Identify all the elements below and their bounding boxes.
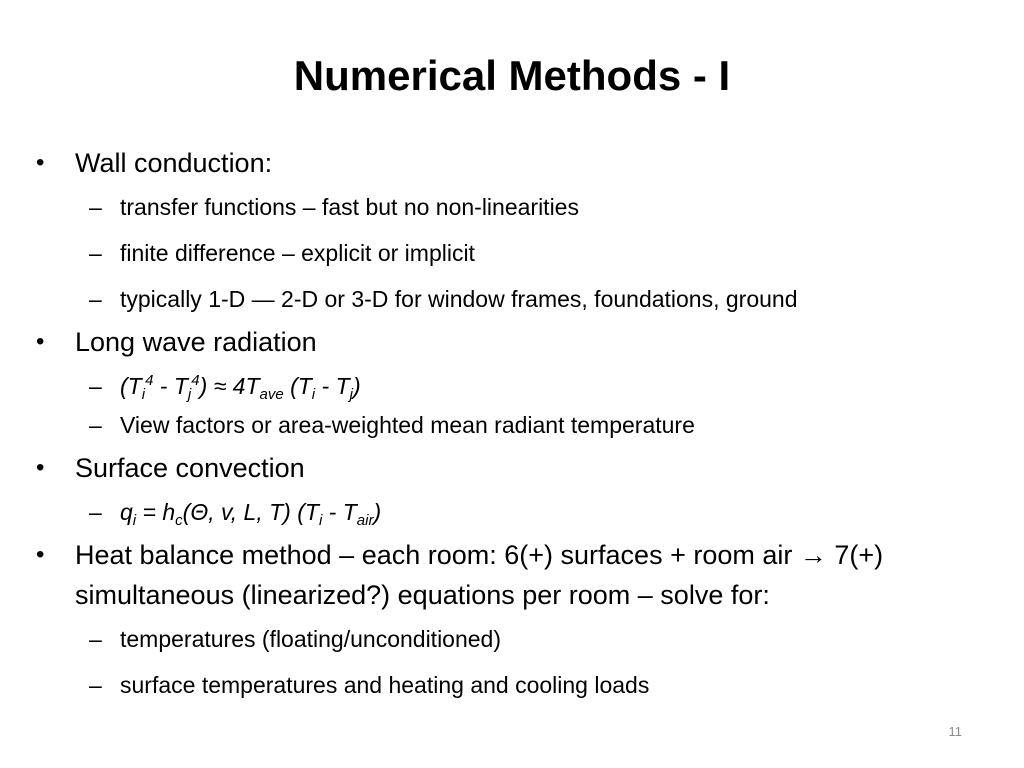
sub-bullet xyxy=(36,237,986,270)
convection-equation xyxy=(36,496,986,529)
eq-part: ) xyxy=(373,499,382,525)
slide-content xyxy=(36,137,986,702)
bullet-wall-conduction xyxy=(36,143,986,183)
sub-bullet-text: surface temperatures and heating and cooling loads xyxy=(120,672,650,698)
eq-subscript: i xyxy=(132,512,137,529)
eq-part: q xyxy=(120,499,133,525)
eq-part: - T xyxy=(322,499,357,525)
dash-icon: – xyxy=(89,194,102,220)
eq-superscript: 4 xyxy=(145,372,154,389)
eq-part: - T xyxy=(315,373,350,399)
dash-icon: – xyxy=(89,626,102,652)
eq-part: ) ≈ 4T xyxy=(199,373,260,399)
bullet-text: Heat balance method – each room: 6(+) surfaces + room air → 7(+) simultaneous (linearized?) equations per room – solve for: xyxy=(75,540,884,610)
sub-bullet-text: temperatures (floating/unconditioned) xyxy=(120,626,502,652)
bullet-heat-balance-method xyxy=(36,535,986,615)
dash-icon: – xyxy=(89,240,102,266)
sub-bullet xyxy=(36,409,986,442)
sub-bullet-text: View factors or area-weighted mean radiant temperature xyxy=(120,412,695,438)
bullet-surface-convection xyxy=(36,448,986,488)
bullet-text: Wall conduction: xyxy=(75,148,273,178)
dash-icon: – xyxy=(89,412,102,438)
bullet-text: Surface convection xyxy=(75,453,305,483)
dash-icon: – xyxy=(89,499,102,525)
eq-subscript: j xyxy=(187,386,192,403)
bullet-text: Long wave radiation xyxy=(75,327,317,357)
page-number: 11 xyxy=(948,724,962,739)
eq-subscript: c xyxy=(175,512,183,529)
bullet-long-wave-radiation xyxy=(36,322,986,362)
dash-icon: – xyxy=(89,286,102,312)
eq-part: (Θ, v, L, T) (T xyxy=(182,499,319,525)
bullet-dot-icon: • xyxy=(36,454,45,481)
bullet-dot-icon: • xyxy=(36,541,45,568)
eq-subscript: j xyxy=(349,386,353,403)
eq-part: (T xyxy=(283,373,312,399)
eq-subscript: air xyxy=(356,512,374,529)
sub-bullet xyxy=(36,623,986,656)
dash-icon: – xyxy=(89,373,102,399)
radiation-equation xyxy=(36,370,986,403)
slide-title: Numerical Methods - I xyxy=(293,52,731,99)
sub-bullet-text: typically 1-D — 2-D or 3-D for window frames, foundations, ground xyxy=(120,286,798,312)
dash-icon: – xyxy=(89,672,102,698)
eq-subscript: ave xyxy=(259,386,284,403)
bullet-dot-icon: • xyxy=(36,328,45,355)
eq-part: - T xyxy=(153,373,188,399)
eq-subscript: i xyxy=(141,386,146,403)
bullet-dot-icon: • xyxy=(36,149,45,176)
sub-bullet xyxy=(36,283,986,316)
sub-bullet xyxy=(36,669,986,702)
eq-part: ) xyxy=(352,373,361,399)
sub-bullet-text: transfer functions – fast but no non-linearities xyxy=(120,194,579,220)
sub-bullet-text: finite difference – explicit or implicit xyxy=(120,240,475,266)
eq-subscript: i xyxy=(318,512,323,529)
eq-subscript: i xyxy=(311,386,316,403)
sub-bullet xyxy=(36,191,986,224)
eq-part: = h xyxy=(136,499,176,525)
eq-part: (T xyxy=(120,373,142,399)
eq-superscript: 4 xyxy=(191,372,200,389)
